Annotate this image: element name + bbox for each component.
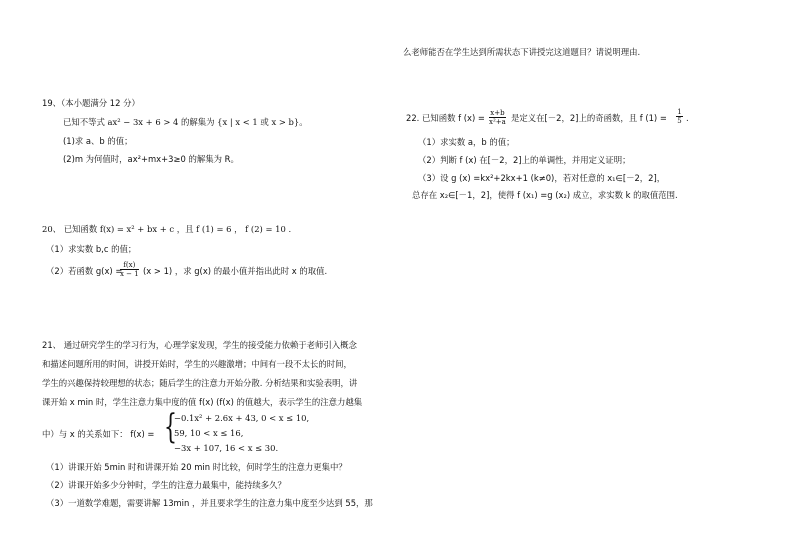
q22-value-fraction: [676, 108, 683, 125]
q19-header: 19、（本小题满分 12 分）: [42, 98, 140, 108]
q21-line1: 21、 通过研究学生的学习行为，心理学家发现，学生的接受能力依赖于老师引入概念: [42, 340, 357, 350]
q21-line5-prefix: 中）与 x 的关系如下： f(x) =: [42, 429, 155, 439]
q21-part1: （1）讲课开始 5min 时和讲课开始 20 min 时比较，何时学生的注意力更集中？: [46, 462, 347, 472]
q22-function-fraction: [489, 109, 506, 126]
q21-continuation-line: 么老师能否在学生达到所需状态下讲授完这道题目？请说明理由.: [403, 47, 641, 57]
q22-part1: （1）求实数 a，b 的值；: [418, 137, 515, 147]
q20-part2-prefix: （2）若函数 g(x) =: [46, 266, 123, 276]
q22-value-denominator: 5: [677, 117, 682, 125]
q22-part3: （3）设 g (x) =kx²+2kx+1 (k≠0)，若对任意的 x₁∈[－2，2]，: [418, 173, 666, 183]
q22-part2: （2）判断 f (x) 在[－2，2]上的单调性，并用定义证明；: [418, 155, 631, 165]
q20-g-numerator: f(x): [123, 261, 136, 269]
q21-part3: （3）一道数学难题，需要讲解 13min ，并且要求学生的注意力集中度至少达到 55，那: [46, 498, 373, 508]
q22-frac-numerator: x+b: [490, 109, 505, 117]
q22-end: .: [686, 113, 689, 123]
q21-line2: 和描述问题所用的时间，讲授开始时，学生的兴趣激增；中间有一段不太长的时间，: [42, 359, 352, 369]
q19-part1: (1)求 a、b 的值；: [63, 136, 133, 146]
q21-case3: −3x + 107, 16 < x ≤ 30.: [174, 443, 279, 453]
q21-line3: 学生的兴趣保持较理想的状态；随后学生的注意力开始分散. 分析结果和实验表明，讲: [42, 378, 358, 388]
q20-part1: （1）求实数 b,c 的值；: [46, 244, 137, 254]
q21-case1: −0.1x² + 2.6x + 43, 0 < x ≤ 10,: [174, 413, 310, 423]
q22-part3-continued: 总存在 x₂∈[－1，2]，使得 f (x₁) =g (x₂) 成立，求实数 k 的取值范围.: [412, 190, 678, 200]
q19-stem: 已知不等式 ax² − 3x + 6 > 4 的解集为 {x | x < 1 或 x > b}。: [63, 117, 308, 127]
q20-g-denominator: x − 1: [120, 270, 139, 278]
q22-prefix: 22. 已知函数 f (x) =: [406, 113, 485, 123]
q20-g-fraction: [120, 261, 139, 278]
q21-part2: （2）讲课开始多少分钟时，学生的注意力最集中，能持续多久？: [46, 480, 286, 490]
q21-piecewise-brace: {: [164, 407, 177, 447]
q21-case2: 59, 10 < x ≤ 16,: [174, 428, 244, 438]
q20-stem: 20、 已知函数 f(x) = x² + bx + c ，且 f (1) = 6 ， f (2) = 10 .: [42, 224, 292, 234]
q22-mid: 是定义在[－2，2]上的奇函数，且 f (1) =: [511, 113, 667, 123]
q20-part2-suffix: (x > 1) ，求 g(x) 的最小值并指出此时 x 的取值.: [143, 266, 328, 276]
q22-value-numerator: 1: [677, 108, 682, 116]
q19-part2: (2)m 为何值时，ax²+mx+3≥0 的解集为 R。: [63, 154, 239, 164]
q21-line4: 课开始 x min 时，学生注意力集中度的值 f(x) (f(x) 的值越大，表示学生的注意力越集: [42, 397, 363, 407]
q22-frac-denominator: x²+a: [489, 118, 506, 126]
